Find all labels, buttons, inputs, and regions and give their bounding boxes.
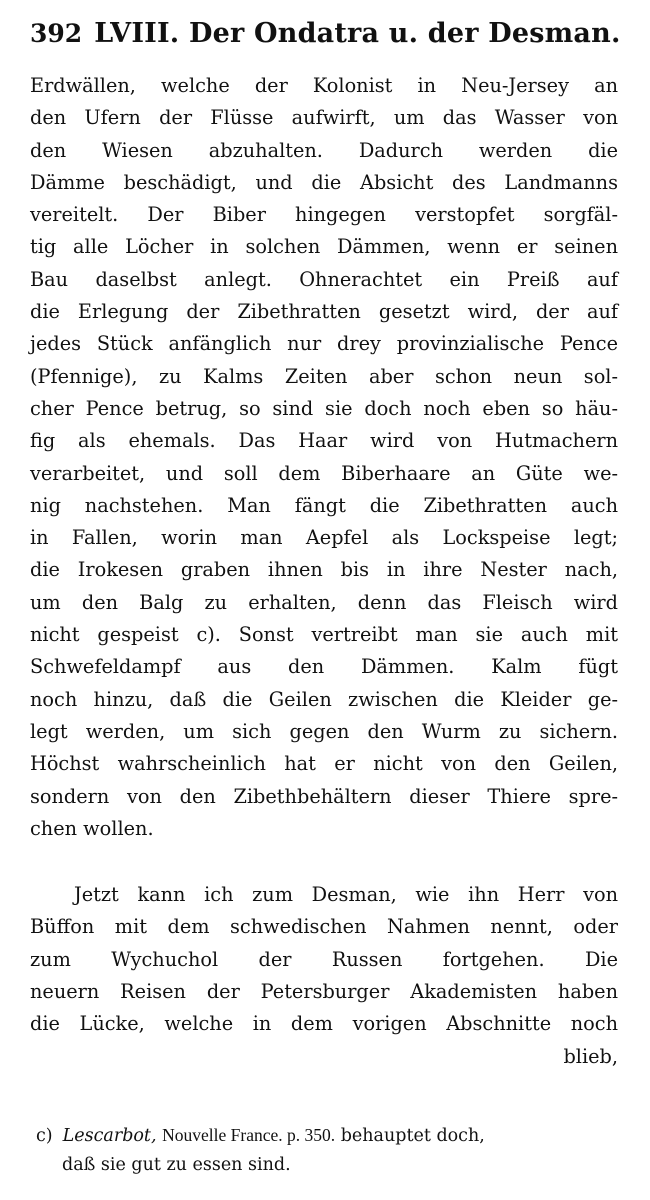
text-line: neuern Reisen der Petersburger Akademisten haben bbox=[30, 980, 618, 1004]
paragraph-gap bbox=[30, 845, 618, 879]
text-line: sondern von den Zibethbehältern dieser Thiere spre- bbox=[30, 784, 618, 808]
text-line: Dämme beschädigt, und die Absicht des Landmanns bbox=[30, 170, 618, 194]
text-line: die Erlegung der Zibethratten gesetzt wird, der auf bbox=[30, 300, 618, 324]
text-line: verarbeitet, und soll dem Biberhaare an Güte we- bbox=[30, 461, 618, 485]
text-line: Erdwällen, welche der Kolonist in Neu-Jersey an bbox=[30, 74, 618, 97]
text-line: nicht gespeist c). Sonst vertreibt man sie auch mit bbox=[30, 623, 618, 647]
text-line: nig nachstehen. Man fängt die Zibethratten auch bbox=[30, 493, 618, 517]
text-line: fig als ehemals. Das Haar wird von Hutmachern bbox=[30, 429, 618, 453]
catchword-line: blieb, bbox=[563, 1044, 618, 1068]
footnote-source: Nouvelle France. p. 350. bbox=[162, 1125, 336, 1145]
text-line: um den Balg zu erhalten, denn das Fleisch wird bbox=[30, 590, 618, 614]
running-header bbox=[30, 18, 621, 70]
footnote-text: behauptet doch, bbox=[340, 1126, 485, 1146]
text-line: zum Wychuchol der Russen fortgehen. Die bbox=[30, 947, 618, 971]
page-number: 392 bbox=[30, 19, 83, 48]
text-line: Höchst wahrscheinlich hat er nicht von den Geilen, bbox=[30, 752, 618, 776]
text-line: Jetzt kann ich zum Desman, wie ihn Herr von bbox=[74, 883, 618, 907]
text-line: die Irokesen graben ihnen bis in ihre Nester nach, bbox=[30, 558, 618, 582]
paragraph-ondatra bbox=[30, 70, 618, 845]
paragraph-desman bbox=[30, 879, 618, 1073]
chapter-title: LVIII. Der Ondatra u. der Desman. bbox=[94, 18, 621, 49]
footnote-line bbox=[30, 1120, 618, 1150]
text-line: vereitelt. Der Biber hingegen verstopfet sorgfäl- bbox=[30, 203, 618, 227]
text-line: noch hinzu, daß die Geilen zwischen die Kleider ge- bbox=[30, 687, 618, 711]
text-line: die Lücke, welche in dem vorigen Abschnitte noch bbox=[30, 1012, 618, 1036]
footnote bbox=[30, 1120, 618, 1180]
text-line: (Pfennige), zu Kalms Zeiten aber schon neun sol- bbox=[30, 364, 618, 388]
text-line: den Ufern der Flüsse aufwirft, um das Wasser von bbox=[30, 106, 618, 130]
footnote-mark: c) bbox=[36, 1126, 53, 1146]
text-line: legt werden, um sich gegen den Wurm zu sichern. bbox=[30, 719, 618, 743]
text-line: jedes Stück anfänglich nur drey provinzialische Pence bbox=[30, 332, 618, 356]
text-line: tig alle Löcher in solchen Dämmen, wenn er seinen bbox=[30, 235, 618, 259]
text-line: cher Pence betrug, so sind sie doch noch eben so häu- bbox=[30, 396, 618, 420]
text-line: in Fallen, worin man Aepfel als Lockspeise legt; bbox=[30, 526, 618, 550]
footnote-author: Lescarbot, bbox=[62, 1126, 157, 1146]
text-line: Schwefeldampf aus den Dämmen. Kalm fügt bbox=[30, 655, 618, 679]
text-line: Büffon mit dem schwedischen Nahmen nennt, oder bbox=[30, 915, 618, 939]
text-line: Bau daselbst anlegt. Ohnerachtet ein Preiß auf bbox=[30, 267, 618, 291]
footnote-line: daß sie gut zu essen sind. bbox=[62, 1155, 291, 1175]
text-line: den Wiesen abzuhalten. Dadurch werden die bbox=[30, 138, 618, 162]
text-line: chen wollen. bbox=[30, 816, 154, 840]
